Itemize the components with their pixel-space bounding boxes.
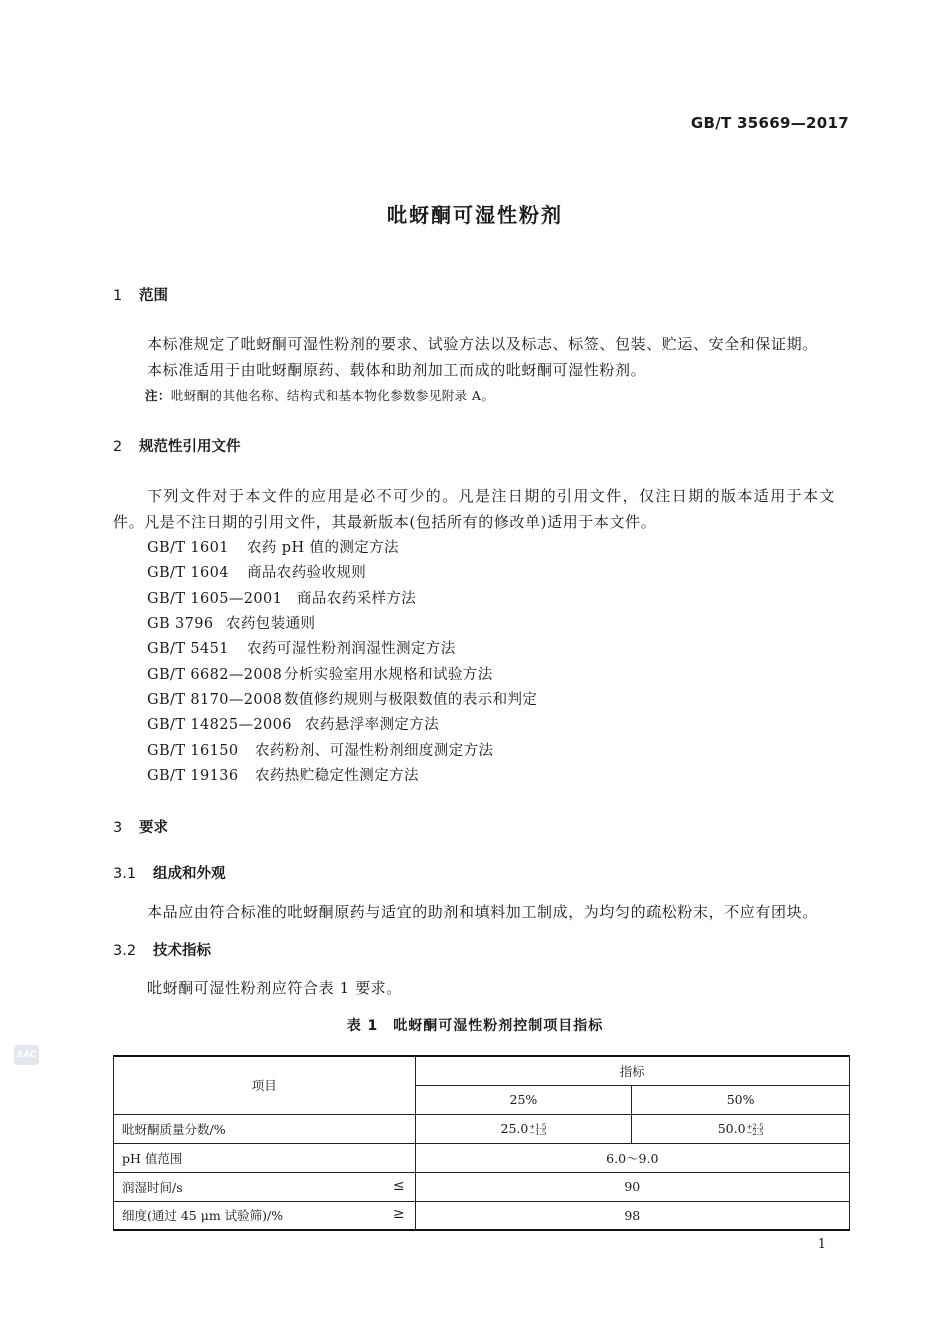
reference-code: GB/T 8170—2008 — [147, 692, 283, 708]
table-row — [114, 1201, 850, 1230]
value-cell — [632, 1114, 850, 1143]
reference-title: 农药粉剂、可湿性粉剂细度测定方法 — [255, 743, 494, 759]
reference-code: GB/T 19136 — [147, 768, 239, 784]
reference-code: GB/T 14825—2006 — [147, 717, 292, 733]
reference-item — [147, 739, 493, 760]
tolerance — [529, 1124, 546, 1136]
reference-item — [147, 561, 366, 582]
reference-code: GB/T 5451 — [147, 641, 229, 657]
section-1-heading — [113, 284, 168, 305]
table-row — [114, 1143, 850, 1172]
document-title: 吡蚜酮可湿性粉剂 — [387, 203, 563, 227]
reference-code: GB/T 6682—2008 — [147, 667, 283, 683]
tolerance — [747, 1124, 764, 1136]
section-number: 3.2 — [113, 943, 137, 959]
reference-item — [147, 713, 439, 734]
note-text: 吡蚜酮的其他名称、结构式和基本物化参数参见附录 A。 — [170, 388, 495, 403]
paragraph-line: 件。凡是不注日期的引用文件，其最新版本(包括所有的修改单)适用于本文件。 — [113, 513, 657, 531]
section-title: 要求 — [139, 820, 168, 836]
value-cell: 98 — [415, 1201, 849, 1230]
section-title: 技术指标 — [153, 943, 211, 959]
row-item: pH 值范围 — [114, 1143, 416, 1172]
row-item-cell — [114, 1201, 416, 1230]
section-title: 规范性引用文件 — [139, 439, 241, 455]
reference-item — [147, 536, 399, 557]
comparison-symbol: ≤ — [392, 1177, 405, 1194]
sac-watermark-logo: SAC — [14, 1045, 39, 1065]
tolerance-plus: +1.5 — [529, 1122, 547, 1131]
reference-item — [147, 637, 456, 658]
section-title: 组成和外观 — [153, 866, 226, 882]
tolerance-minus: −1.5 — [529, 1128, 547, 1137]
tolerance-plus: +2.5 — [746, 1122, 764, 1131]
row-item: 细度(通过 45 μm 试验筛)/% — [122, 1208, 284, 1224]
reference-title: 农药可湿性粉剂润湿性测定方法 — [247, 641, 456, 657]
reference-title: 农药热贮稳定性测定方法 — [255, 768, 419, 784]
table-row — [114, 1172, 850, 1201]
row-item-cell — [114, 1172, 416, 1201]
row-item: 吡蚜酮质量分数/% — [114, 1114, 416, 1143]
table-row — [114, 1114, 850, 1143]
reference-item — [147, 587, 416, 608]
paragraph: 本标准规定了吡蚜酮可湿性粉剂的要求、试验方法以及标志、标签、包装、贮运、安全和保证期。 — [147, 335, 818, 353]
value-cell: 6.0～9.0 — [415, 1143, 849, 1172]
reference-title: 农药 pH 值的测定方法 — [247, 540, 399, 556]
section-number: 2 — [113, 439, 123, 455]
reference-code: GB/T 16150 — [147, 743, 239, 759]
reference-item — [147, 663, 493, 684]
reference-title: 商品农药验收规则 — [247, 565, 367, 581]
reference-code: GB/T 1601 — [147, 540, 229, 556]
reference-code: GB 3796 — [147, 616, 214, 632]
reference-title: 商品农药采样方法 — [297, 591, 417, 607]
note — [145, 386, 494, 404]
section-number: 1 — [113, 288, 123, 304]
paragraph: 本品应由符合标准的吡蚜酮原药与适宜的助剂和填料加工制成，为均匀的疏松粉末，不应有团块。 — [147, 903, 818, 921]
value: 25.0 — [500, 1121, 529, 1136]
section-number: 3 — [113, 820, 123, 836]
value-cell: 90 — [415, 1172, 849, 1201]
reference-title: 农药悬浮率测定方法 — [305, 717, 440, 733]
header-index: 指标 — [415, 1056, 849, 1085]
section-3-heading — [113, 816, 168, 837]
paragraph-line: 下列文件对于本文件的应用是必不可少的。凡是注日期的引用文件，仅注日期的版本适用于本文 — [147, 487, 836, 505]
tolerance-minus: −2.5 — [746, 1128, 764, 1137]
paragraph: 吡蚜酮可湿性粉剂应符合表 1 要求。 — [147, 979, 402, 997]
reference-item — [147, 612, 315, 633]
reference-item — [147, 764, 419, 785]
section-2-heading — [113, 435, 241, 456]
note-label: 注： — [145, 388, 171, 403]
comparison-symbol: ≥ — [392, 1206, 405, 1223]
header-25-percent: 25% — [415, 1085, 632, 1114]
header-50-percent: 50% — [632, 1085, 850, 1114]
reference-title: 农药包装通则 — [226, 616, 316, 632]
reference-code: GB/T 1604 — [147, 565, 229, 581]
table-caption: 表 1 吡蚜酮可湿性粉剂控制项目指标 — [346, 1018, 604, 1034]
section-3-2-heading — [113, 939, 211, 960]
specification-table — [113, 1055, 850, 1231]
reference-title: 分析实验室用水规格和试验方法 — [284, 667, 493, 683]
section-title: 范围 — [139, 288, 168, 304]
reference-code: GB/T 1605—2001 — [147, 591, 283, 607]
value-cell — [415, 1114, 632, 1143]
section-3-1-heading — [113, 862, 226, 883]
standard-number: GB/T 35669—2017 — [690, 114, 849, 132]
page-number: 1 — [817, 1237, 826, 1252]
row-item: 润湿时间/s — [122, 1179, 183, 1195]
value: 50.0 — [717, 1121, 746, 1136]
section-number: 3.1 — [113, 866, 137, 882]
paragraph: 本标准适用于由吡蚜酮原药、载体和助剂加工而成的吡蚜酮可湿性粉剂。 — [147, 361, 647, 379]
reference-title: 数值修约规则与极限数值的表示和判定 — [284, 692, 538, 708]
header-item: 项目 — [114, 1056, 416, 1114]
reference-item — [147, 688, 537, 709]
